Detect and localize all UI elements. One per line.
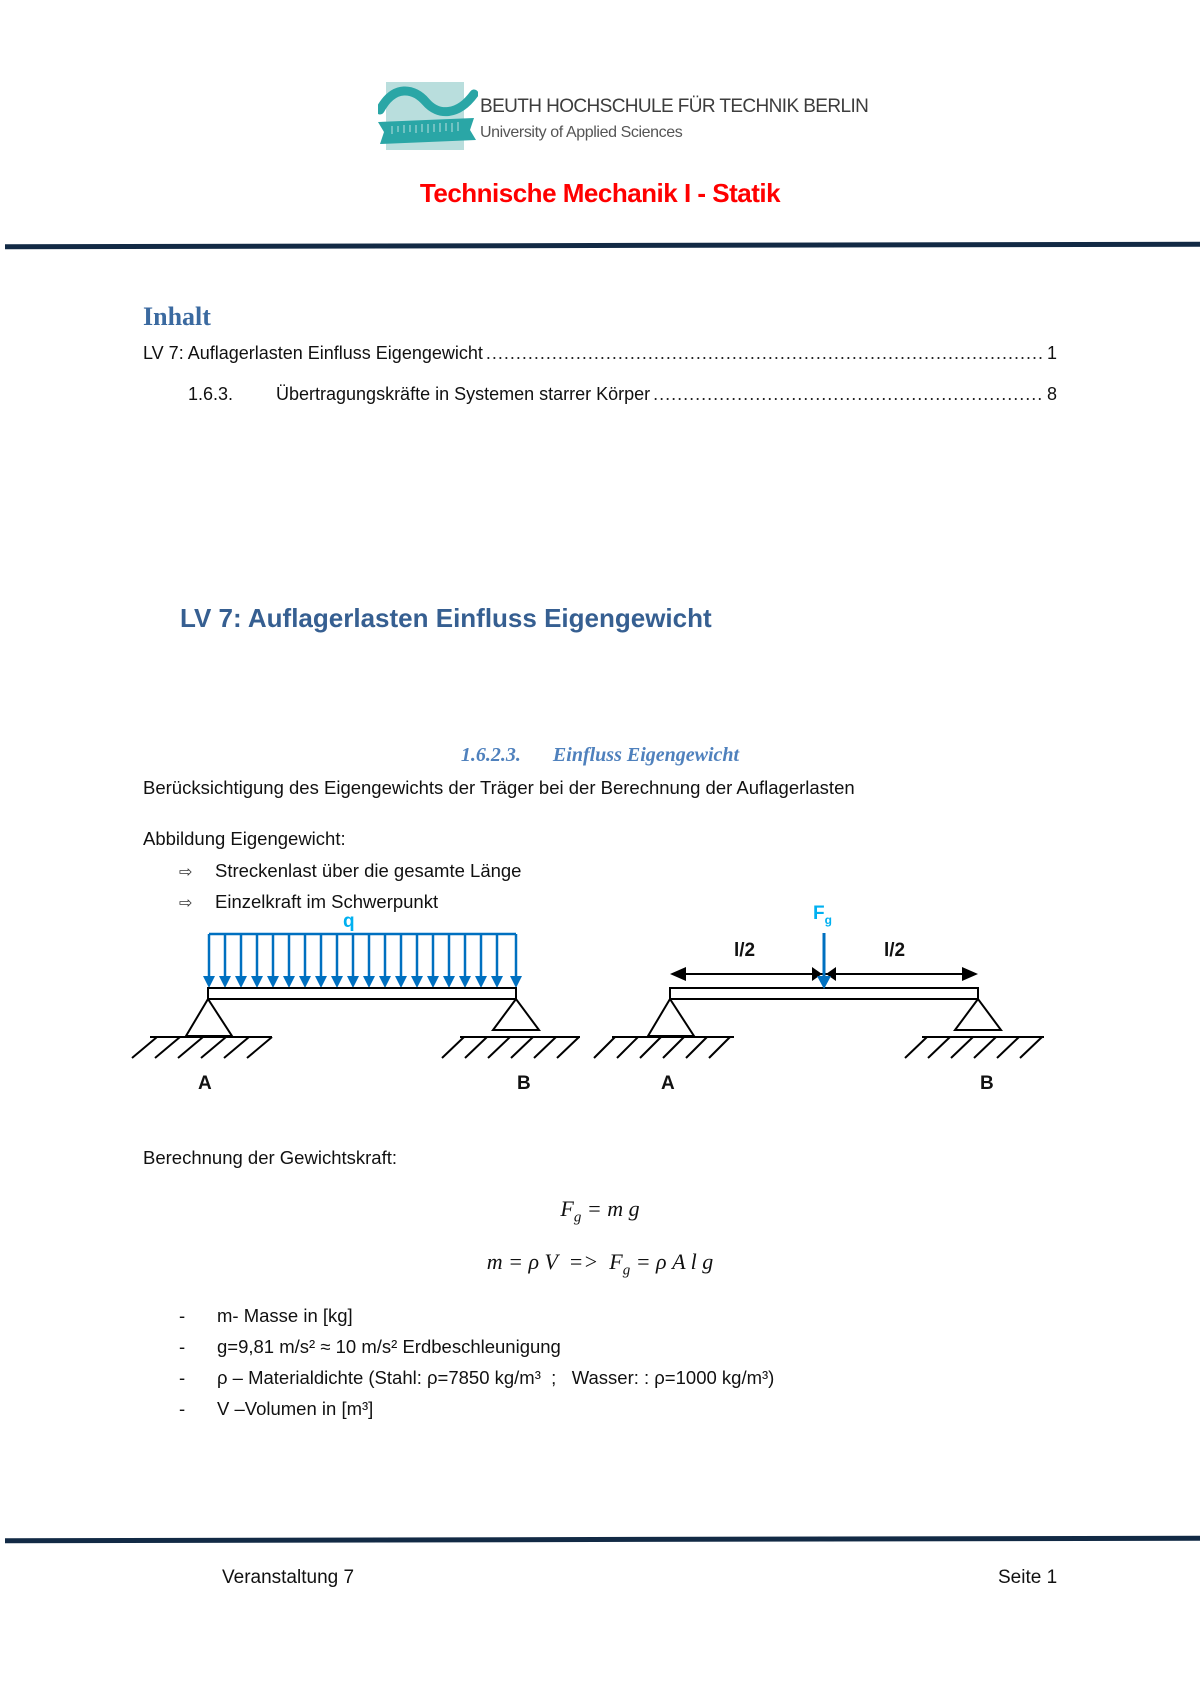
bullet-text: Streckenlast über die gesamte Länge — [215, 860, 522, 881]
abbildung-label: Abbildung Eigengewicht: — [143, 828, 346, 849]
calculation-label: Berechnung der Gewichtskraft: — [143, 1147, 397, 1168]
support-label-a: A — [198, 1073, 212, 1094]
beam — [670, 988, 978, 999]
dash-bullet: - — [179, 1336, 186, 1357]
formula-weight-force — [0, 1196, 1200, 1226]
distributed-load-icon — [203, 934, 522, 988]
support-label-b: B — [517, 1073, 531, 1094]
distributed-load-label: q — [343, 911, 355, 932]
beuth-logo-icon — [378, 82, 478, 154]
distributed-load-diagram — [132, 934, 580, 1058]
bullet-text: Einzelkraft im Schwerpunkt — [215, 891, 439, 912]
subsection-heading — [0, 744, 1200, 767]
section-heading: LV 7: Auflagerlasten Einfluss Eigengewicht — [180, 603, 712, 633]
dash-bullet: - — [179, 1398, 186, 1419]
toc-entry-label: Übertragungskräfte in Systemen starrer Körper — [276, 384, 651, 404]
point-load-diagram — [594, 933, 1044, 1058]
toc-entry[interactable] — [143, 343, 1057, 364]
dimension-label-left: l/2 — [734, 940, 756, 961]
definition-text: g=9,81 m/s² ≈ 10 m/s² Erdbeschleunigung — [217, 1336, 561, 1357]
formula-mass: m = ρ V => — [486, 1249, 610, 1274]
document-title: Technische Mechanik I - Statik — [419, 178, 781, 208]
force-arrow-icon — [817, 933, 831, 989]
definition-item — [179, 1398, 373, 1420]
arrow-right-outline-icon: ⇨ — [179, 895, 193, 912]
definition-text: ρ – Materialdichte (Stahl: ρ=7850 kg/m³ ; Wasser: : ρ=1000 kg/m³) — [217, 1367, 775, 1388]
support-label-b: B — [980, 1073, 994, 1094]
formula-subscript: g — [573, 1209, 582, 1226]
formula-rhs: = ρ A l g — [630, 1249, 714, 1274]
subsection-title: Einfluss Eigengewicht — [552, 744, 740, 766]
header-divider — [5, 242, 1200, 250]
roller-support-icon — [442, 999, 580, 1058]
logo-text-university-name: BEUTH HOCHSCHULE FÜR TECHNIK BERLIN — [480, 96, 869, 117]
force-label — [813, 903, 832, 927]
fixed-support-icon — [132, 999, 272, 1058]
subsection-number: 1.6.2.3. — [460, 744, 521, 766]
force-label-sub: g — [824, 912, 832, 927]
support-label-a: A — [661, 1073, 675, 1094]
footer-course: Veranstaltung 7 — [222, 1567, 355, 1588]
formula-rhs: = m g — [581, 1196, 640, 1221]
definition-item — [179, 1367, 774, 1389]
toc-entry-label: LV 7: Auflagerlasten Einfluss Eigengewicht — [143, 343, 483, 363]
formula-symbol: F — [560, 1196, 574, 1221]
toc-entry-page: 8 — [1046, 384, 1057, 404]
toc-entry[interactable] — [188, 384, 1057, 405]
force-label-main: F — [813, 903, 825, 924]
dimension-label-right: l/2 — [884, 940, 906, 961]
formula-mass-density — [0, 1249, 1200, 1279]
bullet-item — [179, 860, 521, 882]
toc-heading: Inhalt — [143, 302, 211, 331]
footer-page-number: Seite 1 — [998, 1567, 1058, 1588]
footer-divider — [5, 1536, 1200, 1544]
logo-text-subtitle: University of Applied Sciences — [480, 124, 683, 141]
formula-subscript: g — [622, 1262, 631, 1279]
dash-bullet: - — [179, 1305, 186, 1326]
university-logo — [378, 82, 869, 154]
toc-entry-number: 1.6.3. — [188, 384, 234, 404]
fixed-support-icon — [594, 999, 734, 1058]
definition-item — [179, 1336, 561, 1358]
definition-item — [179, 1305, 353, 1327]
toc-entry-page: 1 — [1046, 343, 1057, 363]
intro-paragraph: Berücksichtigung des Eigengewichts der Träger bei der Berechnung der Auflagerlasten — [143, 777, 855, 798]
definition-text: V –Volumen in [m³] — [217, 1398, 374, 1419]
roller-support-icon — [905, 999, 1044, 1058]
formula-symbol: F — [609, 1249, 623, 1274]
definition-text: m- Masse in [kg] — [217, 1305, 353, 1326]
toc-leader-dots — [486, 343, 1044, 364]
arrow-right-outline-icon: ⇨ — [179, 864, 193, 881]
dash-bullet: - — [179, 1367, 186, 1388]
toc-leader-dots — [653, 384, 1044, 405]
beam-diagrams — [0, 900, 1200, 1100]
beam — [208, 988, 516, 999]
